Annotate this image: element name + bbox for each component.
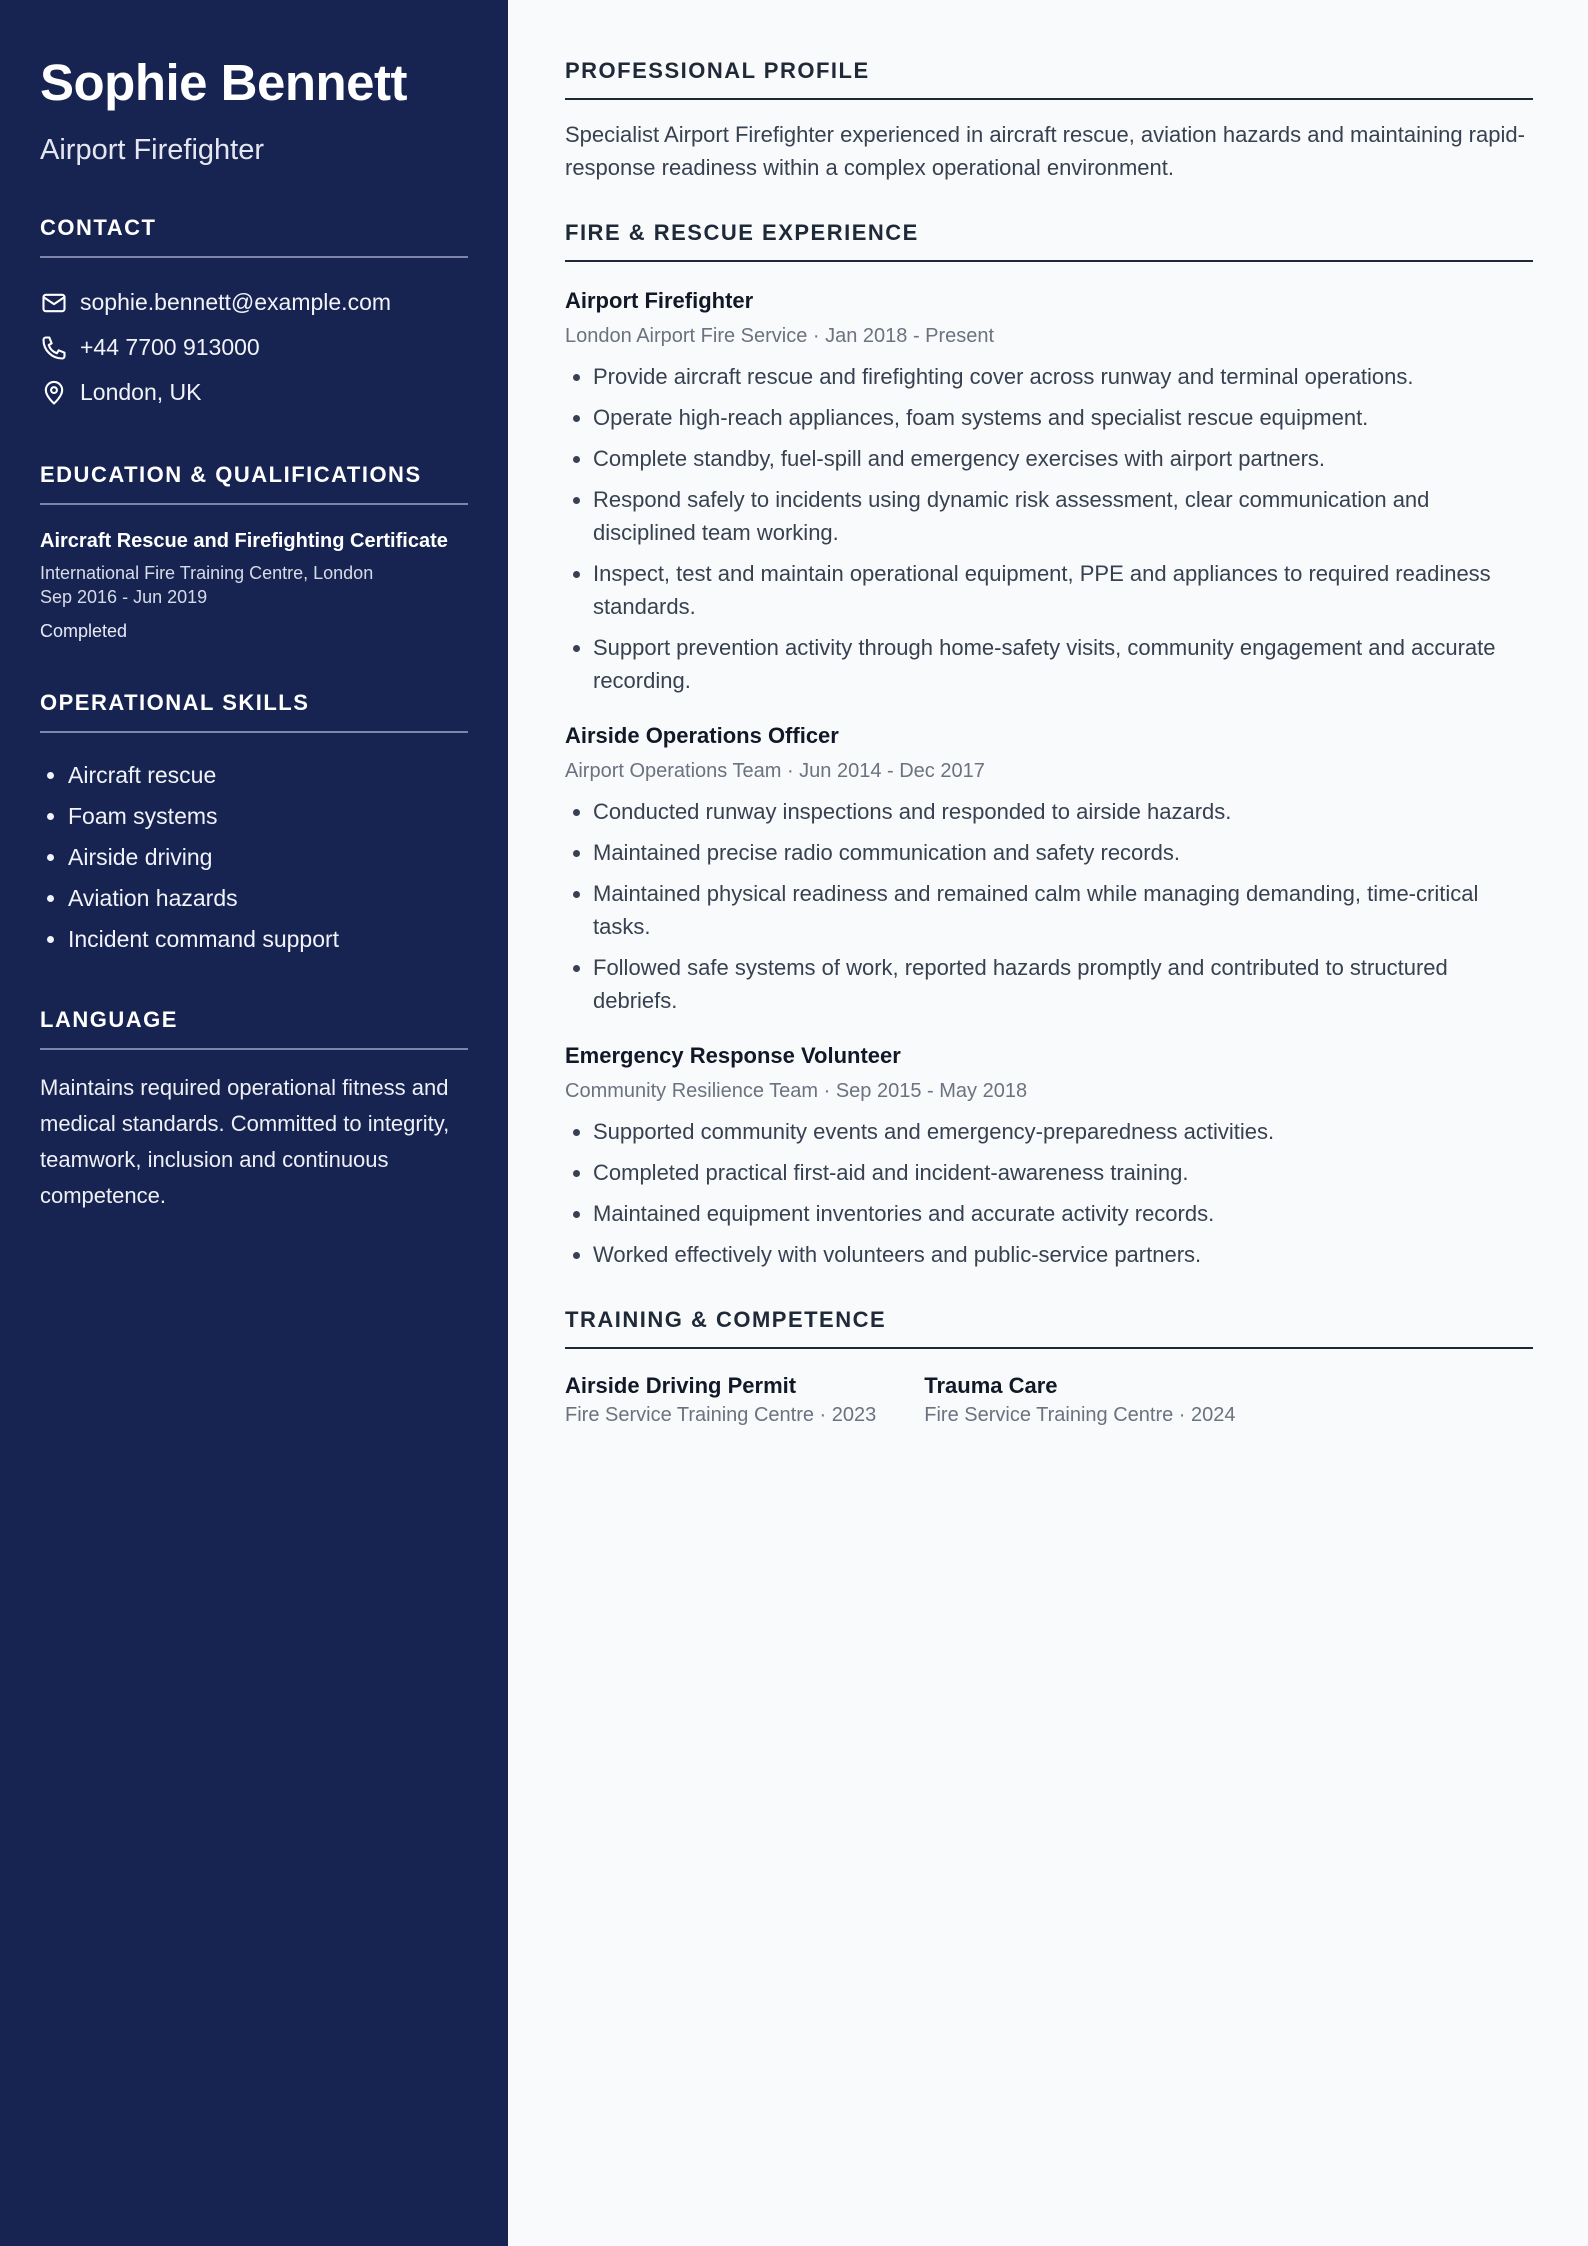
training-section: [565, 1305, 1533, 1429]
job-meta: London Airport Fire Service · Jan 2018 - Present: [565, 325, 995, 347]
phone-icon: [40, 334, 68, 362]
location-pin-icon: [40, 379, 68, 407]
skill-item: • Airside driving: [68, 837, 468, 878]
education-status: Completed: [40, 621, 128, 641]
experience-section: [565, 218, 1533, 1271]
training-meta: Fire Service Training Centre · 2024: [924, 1404, 1236, 1426]
job-bullet: • Complete standby, fuel-spill and emergency exercises with airport partners.: [593, 442, 1533, 475]
job-title: Emergency Response Volunteer: [565, 1043, 901, 1068]
job-bullets: [565, 795, 1533, 1017]
job-bullet: • Maintained precise radio communication and safety records.: [593, 836, 1533, 869]
job-meta: Airport Operations Team · Jun 2014 - Dec 2017: [565, 760, 985, 782]
mail-icon: [40, 289, 68, 317]
skill-item: • Aircraft rescue: [68, 755, 468, 796]
job-title: Airside Operations Officer: [565, 723, 839, 748]
training-item: [924, 1371, 1235, 1429]
job-bullet: • Conducted runway inspections and responded to airside hazards.: [593, 795, 1533, 828]
contact-section: [40, 214, 468, 415]
profile-section: [565, 56, 1533, 184]
training-grid: [565, 1371, 1533, 1429]
job-bullet: • Maintained physical readiness and remained calm while managing demanding, time-critical tasks.: [593, 877, 1533, 943]
training-item: [565, 1371, 876, 1429]
profile-text: Specialist Airport Firefighter experienced in aircraft rescue, aviation hazards and maintaining rapid-response readiness within a complex operational environment.: [565, 122, 1525, 180]
job-bullets: [565, 1115, 1533, 1271]
candidate-role: Airport Firefighter: [40, 134, 265, 166]
job-bullet: • Inspect, test and maintain operational equipment, PPE and appliances to required readiness standards.: [593, 557, 1533, 623]
training-meta: Fire Service Training Centre · 2023: [565, 1404, 877, 1426]
job-bullets: [565, 360, 1533, 697]
main-content: [565, 56, 1533, 1463]
education-title: Aircraft Rescue and Firefighting Certificate: [40, 530, 448, 552]
language-text: Maintains required operational fitness and medical standards. Committed to integrity, teamwork, inclusion and continuous competence.: [40, 1075, 450, 1208]
job-bullet: • Followed safe systems of work, reported hazards promptly and contributed to structured debriefs.: [593, 951, 1533, 1017]
education-institution: International Fire Training Centre, London: [40, 563, 374, 583]
education-dates: Sep 2016 - Jun 2019: [40, 587, 208, 607]
contact-location-text: London, UK: [80, 379, 202, 405]
skills-heading: OPERATIONAL SKILLS: [40, 689, 468, 733]
job-bullet: • Maintained equipment inventories and accurate activity records.: [593, 1197, 1533, 1230]
job-title: Airport Firefighter: [565, 288, 754, 313]
skills-list: [40, 755, 468, 960]
contact-email-text: sophie.bennett@example.com: [80, 289, 392, 315]
contact-location: [40, 370, 468, 415]
contact-phone[interactable]: [40, 325, 468, 370]
contact-heading: CONTACT: [40, 214, 468, 258]
training-title: Trauma Care: [924, 1373, 1058, 1398]
job-bullet: • Provide aircraft rescue and firefighting cover across runway and terminal operations.: [593, 360, 1533, 393]
job-bullet: • Respond safely to incidents using dynamic risk assessment, clear communication and disciplined team working.: [593, 483, 1533, 549]
education-section: [40, 461, 468, 643]
language-section: [40, 1006, 468, 1214]
contact-phone-text: +44 7700 913000: [80, 334, 260, 360]
experience-heading: FIRE & RESCUE EXPERIENCE: [565, 218, 1533, 262]
education-entry: [40, 527, 468, 643]
training-title: Airside Driving Permit: [565, 1373, 797, 1398]
job-entry: [565, 286, 1533, 697]
job-bullet: • Support prevention activity through home-safety visits, community engagement and accurate recording.: [593, 631, 1533, 697]
job-bullet: • Supported community events and emergency-preparedness activities.: [593, 1115, 1533, 1148]
skills-section: [40, 689, 468, 960]
skill-item: • Aviation hazards: [68, 878, 468, 919]
training-heading: TRAINING & COMPETENCE: [565, 1305, 1533, 1349]
job-meta: Community Resilience Team · Sep 2015 - May 2018: [565, 1080, 1028, 1102]
candidate-name: Sophie Bennett: [40, 54, 408, 111]
skill-item: • Foam systems: [68, 796, 468, 837]
profile-heading: PROFESSIONAL PROFILE: [565, 56, 1533, 100]
skill-item: • Incident command support: [68, 919, 468, 960]
education-heading: EDUCATION & QUALIFICATIONS: [40, 461, 468, 505]
job-entry: [565, 721, 1533, 1017]
contact-list: [40, 280, 468, 415]
sidebar: [0, 0, 508, 2246]
job-bullet: • Completed practical first-aid and incident-awareness training.: [593, 1156, 1533, 1189]
language-heading: LANGUAGE: [40, 1006, 468, 1050]
job-bullet: • Operate high-reach appliances, foam systems and specialist rescue equipment.: [593, 401, 1533, 434]
job-bullet: • Worked effectively with volunteers and public-service partners.: [593, 1238, 1533, 1271]
job-entry: [565, 1041, 1533, 1271]
contact-email[interactable]: [40, 280, 468, 325]
